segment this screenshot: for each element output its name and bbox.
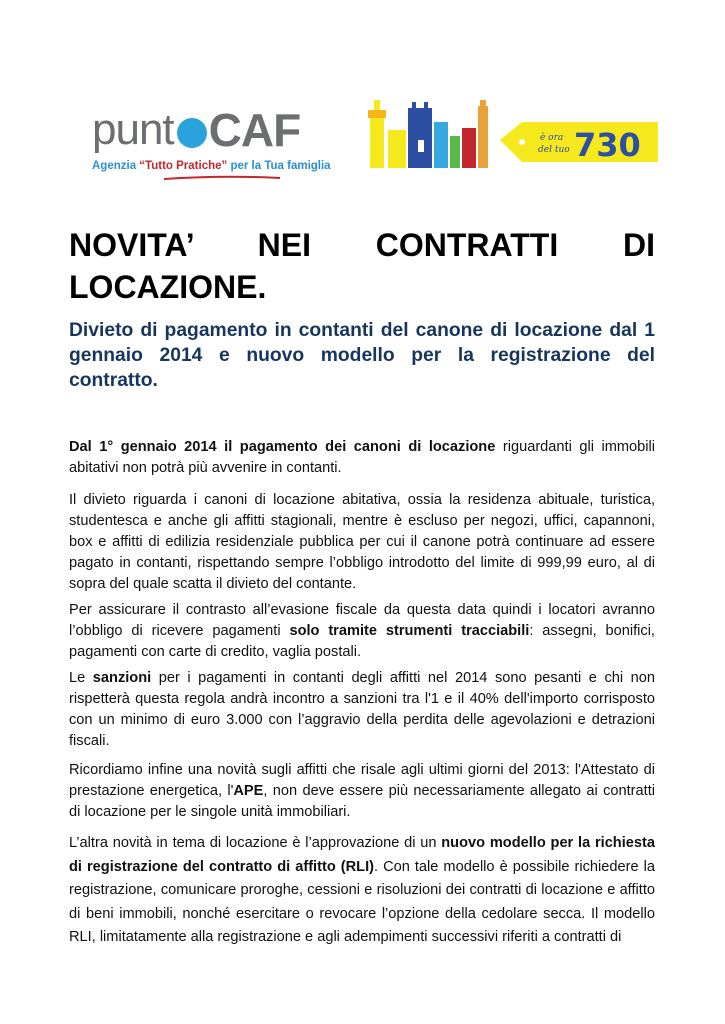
- paragraph-3-text-b: : assegni, bonifici, pagamenti con carte di credito, vaglia postali.: [69, 623, 655, 660]
- paragraph-1-text: riguardanti gli immobili abitativi non potrà più avvenire in contanti.: [69, 439, 655, 476]
- logo-tagline: [92, 160, 331, 172]
- paragraph-2: Il divieto riguarda i canoni di locazione abitativa, ossia la residenza abituale, turistica, studentesca e anche gli affitti stagionali, mentre è escluso per negozi, uffici, capannoni, box e affitti di edilizia residenziale pubblica per cui il canone potrà continuare ad essere pagato in contanti, rispettando sempre l’obbligo introdotto del limite di 999,99 euro, al di sopra del quale scatta il divieto del contante.: [69, 492, 655, 592]
- logo-wordmark: [92, 104, 300, 156]
- city-skyline-icon: [368, 100, 496, 170]
- badge-number: 730: [574, 126, 641, 164]
- logo-dot-icon: [177, 118, 207, 148]
- badge-text-2: del tuo: [538, 145, 570, 155]
- paragraph-4: [69, 668, 655, 752]
- paragraph-4-text-a: Le: [69, 670, 93, 686]
- paragraph-6-text-a: L’altra novità in tema di locazione è l’approvazione di un: [69, 835, 442, 851]
- paragraph-3-bold: solo tramite strumenti tracciabili: [289, 623, 530, 639]
- paragraph-6: [69, 832, 655, 950]
- badge-text-1: è ora: [540, 133, 564, 143]
- document-title: NOVITA’ NEI CONTRATTI DI LOCAZIONE.: [69, 227, 655, 305]
- paragraph-1: [69, 437, 655, 479]
- paragraph-5-bold: APE: [233, 783, 264, 799]
- paragraph-6-bold: nuovo modello per la richiesta di registrazione del contratto di affitto (RLI): [69, 835, 655, 875]
- paragraph-6-text-b: . Con tale modello è possibile richiedere la registrazione, comunicare proroghe, cessioni e risoluzioni dei contratti di locazione e affitto di beni immobili, nonché esercitare o revocare l’opzione della cedolare secca. Il modello RLI, limitatamente alla registrazione e agli adempimenti successivi riferiti a contratti di: [69, 858, 655, 945]
- paragraph-5: [69, 760, 655, 823]
- puntocaf-logo: [92, 104, 362, 184]
- tagline-prefix: Agenzia: [92, 160, 140, 172]
- document-subtitle: Divieto di pagamento in contanti del canone di locazione dal 1 gennaio 2014 e nuovo modello per la registrazione del contratto.: [69, 320, 655, 391]
- paragraph-5-text-b: , non deve essere più necessariamente allegato ai contratti di locazione per le singole unità immobiliari.: [69, 783, 655, 820]
- paragraph-4-text-b: per i pagamenti in contanti degli affitti nel 2014 sono pesanti e chi non rispetterà questa regola andrà incontro a sanzioni tra l'1 e il 40% dell'importo corrisposto con un minimo di euro 3.000 con l’aggravio della perdita delle agevolazioni e detrazioni fiscali.: [69, 670, 655, 749]
- paragraph-3-text-a: Per assicurare il contrasto all’evasione fiscale da questa data quindi i locatori avranno l’obbligo di ricevere pagamenti: [69, 602, 655, 639]
- tagline-accent: “Tutto Pratiche”: [139, 160, 228, 172]
- tagline-underline-icon: [162, 174, 282, 182]
- 730-badge-icon: [500, 112, 658, 168]
- paragraph-3: [69, 600, 655, 663]
- logo-text-caf: CAF: [208, 104, 301, 156]
- logo-text-punt: punt: [92, 105, 174, 154]
- paragraph-1-bold: Dal 1° gennaio 2014 il pagamento dei canoni di locazione: [69, 439, 496, 455]
- tagline-suffix: per la Tua famiglia: [227, 160, 331, 172]
- paragraph-4-bold: sanzioni: [92, 670, 152, 686]
- paragraph-5-text-a: Ricordiamo infine una novità sugli affitti che risale agli ultimi giorni del 2013: l'Attestato di prestazione energetica, l': [69, 762, 655, 799]
